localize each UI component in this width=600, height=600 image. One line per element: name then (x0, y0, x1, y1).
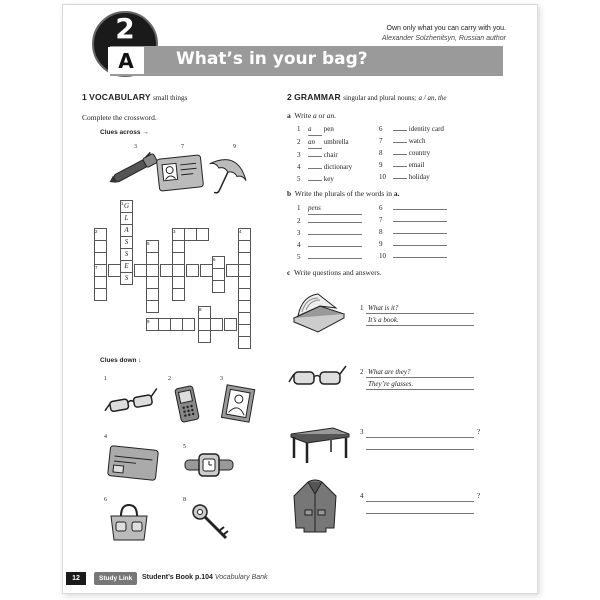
list-item (297, 227, 377, 239)
item-number: 4 (297, 163, 301, 171)
crossword-cell[interactable] (196, 228, 209, 241)
down-pic-number: 8 (183, 497, 186, 503)
item-number: 2 (297, 217, 301, 225)
item-number: 7 (379, 137, 383, 145)
list-item (379, 250, 469, 262)
part-letter: b (287, 189, 292, 198)
unit-letter: A (108, 47, 144, 74)
answer-line (366, 449, 474, 450)
answer-line (366, 325, 474, 326)
item-number: 5 (297, 175, 301, 183)
item-number: 10 (379, 173, 386, 181)
answer-blank[interactable] (308, 156, 322, 157)
item-number: 3 (297, 151, 301, 159)
grammar-heading (287, 92, 447, 102)
mobile-phone-icon (170, 384, 204, 424)
item-number: 2 (297, 138, 301, 146)
glasses-icon (104, 388, 160, 418)
crossword-cell[interactable]: A (120, 224, 133, 237)
answer-blank[interactable] (393, 154, 407, 155)
crossword-cell[interactable] (186, 264, 199, 277)
section-number: 2 (287, 92, 292, 102)
question-number: 4 (360, 492, 364, 500)
list-item (379, 202, 469, 214)
list-item (379, 123, 469, 135)
crossword-number: 5 (147, 241, 150, 246)
list-item (297, 136, 377, 149)
item-number: 5 (297, 253, 301, 261)
crossword-number: 4 (239, 229, 242, 234)
down-pic-number: 3 (220, 376, 223, 382)
list-item (297, 149, 377, 161)
list-item (297, 161, 377, 173)
book-icon (288, 288, 348, 338)
question-mark: ? (477, 428, 481, 436)
item-number: 1 (297, 204, 301, 212)
answer-blank[interactable] (308, 222, 362, 223)
crossword-number: 3 (173, 229, 176, 234)
list-item (297, 215, 377, 227)
item-word: key (323, 175, 334, 183)
question-line (366, 501, 474, 502)
list-item (379, 171, 469, 183)
clues-across-label: Clues across → (100, 129, 149, 136)
answer-blank[interactable] (308, 246, 362, 247)
crossword-cell[interactable] (146, 300, 159, 313)
unit-number: 2 (115, 12, 135, 45)
part-letter: c (287, 268, 291, 277)
item-number: 4 (297, 241, 301, 249)
section-subtitle-italic: a / an, the (418, 94, 447, 102)
crossword-cell[interactable]: S (120, 236, 133, 249)
crossword-cell[interactable] (94, 288, 107, 301)
question-number: 3 (360, 428, 364, 436)
students-book-reference: Student’s Book p.104 (142, 574, 213, 581)
answer-blank[interactable] (308, 180, 322, 181)
crossword-number: 2 (95, 229, 98, 234)
answer-blank[interactable] (393, 142, 407, 143)
crossword-cell[interactable]: S (120, 248, 133, 261)
answer-blank[interactable] (393, 209, 447, 210)
section-name: VOCABULARY (89, 92, 151, 102)
down-pic-number: 5 (183, 444, 186, 450)
list-item (379, 226, 469, 238)
instruction-text: Write (294, 111, 312, 120)
crossword-cell[interactable]: E (120, 260, 133, 273)
down-pic-number: 2 (168, 376, 171, 382)
list-item (297, 202, 377, 215)
key-icon (188, 500, 234, 544)
list-item (297, 123, 377, 136)
crossword-cell[interactable] (224, 318, 237, 331)
part-a-left-list (297, 123, 377, 185)
item-number: 6 (379, 204, 383, 212)
quote (382, 24, 506, 44)
answer-blank[interactable] (393, 166, 407, 167)
answer-blank[interactable] (393, 257, 447, 258)
item-word: pen (323, 125, 334, 133)
part-b-left-list (297, 202, 377, 263)
list-item (297, 173, 377, 185)
across-pic-number: 7 (181, 144, 184, 150)
question-number: 2 (360, 368, 364, 376)
crossword-cell[interactable] (210, 318, 223, 331)
umbrella-icon (203, 150, 251, 198)
instruction-or: or (318, 111, 325, 120)
answer-line (366, 513, 474, 514)
list-item (379, 214, 469, 226)
vocabulary-bank-reference: Vocabulary Bank (214, 574, 268, 581)
item-number: 8 (379, 149, 383, 157)
down-pic-number: 4 (104, 434, 107, 440)
crossword-number: 1 (121, 201, 124, 206)
crossword-number: 8 (199, 307, 202, 312)
part-letter: a (287, 111, 291, 120)
vocabulary-instruction: Complete the crossword. (82, 113, 157, 122)
item-number: 8 (379, 228, 383, 236)
answer-blank[interactable] (308, 258, 362, 259)
photo-frame-icon (218, 384, 258, 424)
question-text[interactable]: What are they? (368, 368, 411, 376)
question-line (366, 313, 474, 314)
crossword-cell[interactable]: S (120, 272, 133, 285)
item-word: holiday (408, 173, 430, 181)
study-link-badge: Study Link (94, 572, 137, 585)
footer-reference (142, 574, 268, 581)
instruction-text: Write the plurals of the words in (294, 189, 392, 198)
credit-card-icon (106, 444, 160, 482)
answer-blank[interactable]: pens (308, 202, 362, 215)
instruction-an: an. (326, 111, 337, 120)
down-pic-number: 6 (104, 497, 107, 503)
section-number: 1 (82, 92, 87, 102)
answer-blank[interactable] (308, 168, 322, 169)
list-item (379, 159, 469, 171)
crossword-cell[interactable]: L (120, 212, 133, 225)
item-word: email (408, 161, 425, 169)
answer-blank[interactable] (393, 245, 447, 246)
item-word: country (408, 149, 431, 157)
question-line (366, 437, 474, 438)
list-item (297, 251, 377, 263)
part-a-instruction (287, 111, 336, 120)
bag-icon (106, 500, 152, 544)
section-subtitle: singular and plural nouns; (343, 94, 417, 102)
crossword-cell[interactable] (198, 330, 211, 343)
page-title: What’s in your bag? (176, 49, 368, 69)
item-number: 10 (379, 252, 386, 260)
section-subtitle: small things (153, 94, 188, 102)
crossword-cell[interactable]: G (120, 200, 133, 213)
answer-blank[interactable] (308, 234, 362, 235)
crossword-cell[interactable] (172, 288, 185, 301)
question-text[interactable]: What is it? (368, 304, 399, 312)
quote-author: Alexander Solzhenitsyn, Russian author (381, 35, 506, 42)
answer-blank[interactable] (393, 178, 407, 179)
list-item (379, 135, 469, 147)
section-name: GRAMMAR (294, 92, 341, 102)
vocabulary-heading (82, 92, 187, 102)
identity-card-icon (155, 152, 205, 194)
answer-blank[interactable]: an (308, 136, 322, 149)
list-item (297, 239, 377, 251)
page-number: 12 (66, 572, 86, 585)
item-word: identity card (408, 125, 444, 133)
item-word: dictionary (323, 163, 353, 171)
crossword-cell[interactable] (200, 264, 213, 277)
answer-blank[interactable] (393, 221, 447, 222)
part-b-right-list (379, 202, 469, 262)
answer-blank[interactable] (393, 130, 407, 131)
across-pic-number: 3 (134, 144, 137, 150)
item-number: 9 (379, 240, 383, 248)
table-icon (287, 424, 351, 464)
item-number: 9 (379, 161, 383, 169)
crossword-cell[interactable] (226, 264, 239, 277)
answer-line (366, 389, 474, 390)
crossword-cell[interactable] (134, 264, 147, 277)
list-item (379, 238, 469, 250)
part-a-right-list (379, 123, 469, 183)
question-mark: ? (477, 492, 481, 500)
watch-icon (183, 450, 235, 480)
item-word: chair (323, 151, 338, 159)
crossword-number: 6 (213, 257, 216, 262)
item-word: umbrella (323, 138, 349, 146)
instruction-a: a (313, 111, 317, 120)
question-line (366, 377, 474, 378)
item-number: 7 (379, 216, 383, 224)
crossword-cell[interactable] (238, 336, 251, 349)
answer-text[interactable]: It’s a book. (368, 316, 399, 324)
instruction-text: Write questions and answers. (293, 268, 382, 277)
list-item (379, 147, 469, 159)
crossword-cell[interactable] (182, 318, 195, 331)
crossword-cell[interactable] (212, 280, 225, 293)
part-c-instruction (287, 268, 382, 277)
clues-down-label: Clues down ↓ (100, 357, 142, 364)
instruction-ref: a. (393, 189, 400, 198)
item-number: 6 (379, 125, 383, 133)
item-word: watch (408, 137, 426, 145)
question-number: 1 (360, 304, 364, 312)
answer-text[interactable]: They’re glasses. (368, 380, 414, 388)
answer-blank[interactable]: a (308, 123, 322, 136)
down-pic-number: 1 (104, 376, 107, 382)
item-number: 1 (297, 125, 301, 133)
crossword-cell[interactable] (160, 264, 173, 277)
crossword-number: 9 (147, 319, 150, 324)
crossword-grid (80, 198, 260, 366)
crossword-cell[interactable] (108, 264, 121, 277)
part-b-instruction (287, 189, 399, 198)
item-number: 3 (297, 229, 301, 237)
across-pic-number: 9 (233, 144, 236, 150)
jacket-icon (290, 478, 340, 534)
glasses-icon (288, 362, 348, 390)
quote-text: Own only what you can carry with you. (386, 25, 506, 32)
answer-blank[interactable] (393, 233, 447, 234)
crossword-number: 7 (95, 265, 98, 270)
